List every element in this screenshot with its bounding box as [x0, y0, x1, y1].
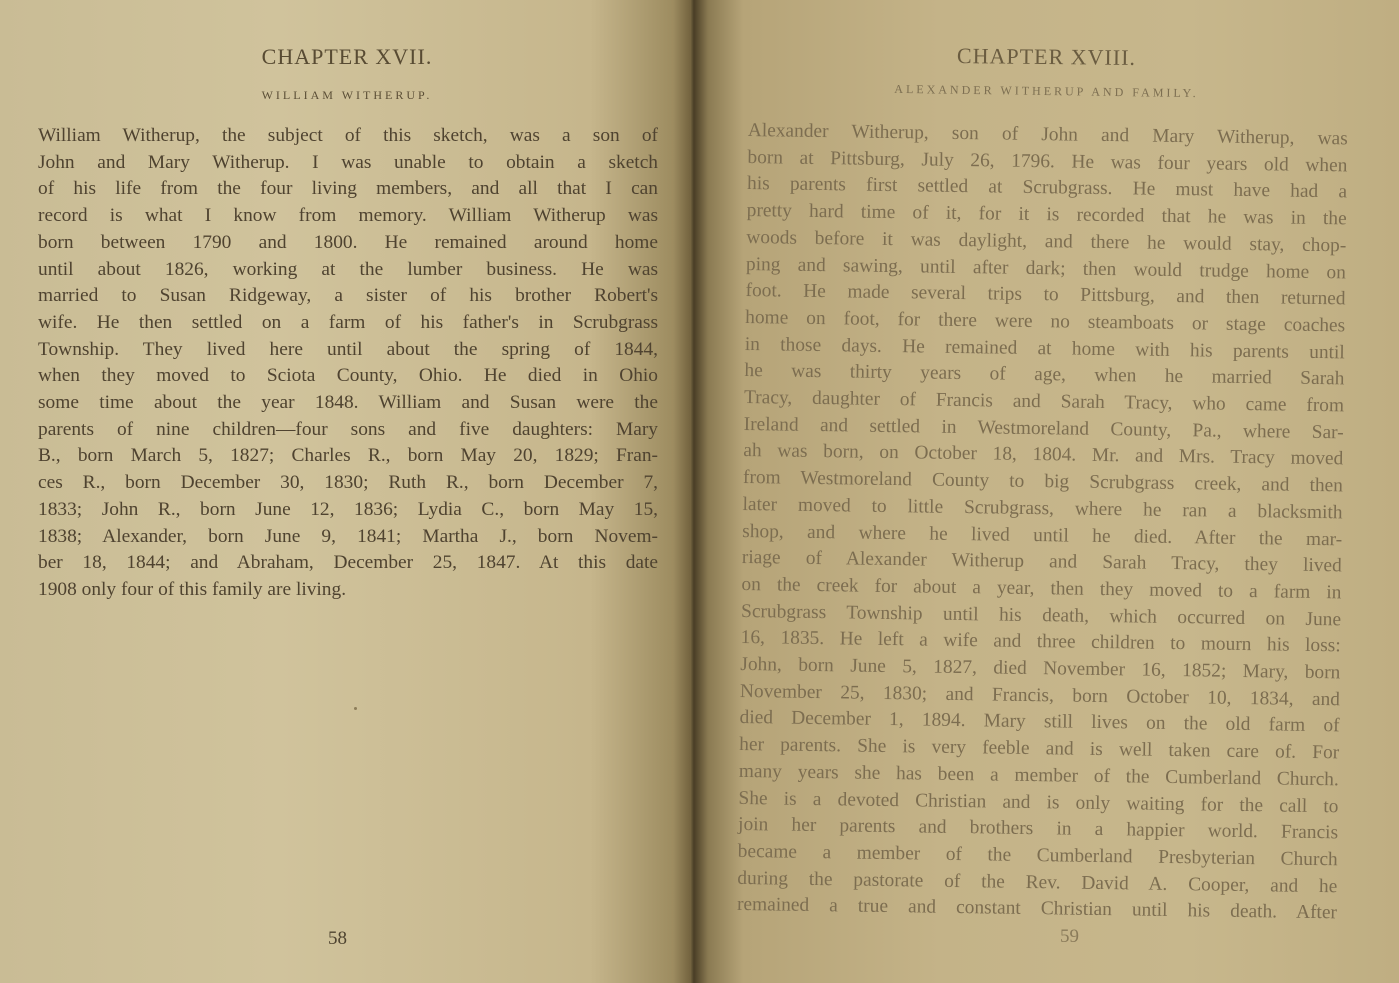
- text-line: remained a true and constant Christian until his death. After: [736, 894, 1338, 924]
- text-line: 1838; Alexander, born June 9, 1841; Martha J., born Novem-: [38, 525, 658, 547]
- text-line: later moved to little Scrubgrass, where he ran a blacksmith: [742, 493, 1343, 524]
- text-line: in those days. He remained at home with his parents until: [744, 333, 1345, 363]
- chapter-body: [38, 123, 658, 604]
- text-line: ber 18, 1844; and Abraham, December 25, 1847. At this date: [38, 552, 658, 574]
- text-line: 16, 1835. He left a wife and three children to mourn his loss:: [740, 627, 1341, 657]
- chapter-heading: CHAPTER XVIII.: [956, 43, 1137, 70]
- text-line: wife. He then settled on a farm of his father's in Scrubgrass: [38, 311, 658, 333]
- text-line: parents of nine children—four sons and five daughters: Mary: [38, 418, 658, 440]
- text-line: Alexander Witherup, son of John and Mary Witherup, was: [747, 119, 1348, 150]
- text-line: John, born June 5, 1827, died November 16, 1852; Mary, born: [740, 654, 1341, 684]
- text-line: shop, and where he lived until he died. After the mar-: [742, 520, 1343, 550]
- text-line: became a member of the Cumberland Presbyterian Church: [737, 840, 1338, 871]
- text-line: record is what I know from memory. William Witherup was: [38, 205, 658, 227]
- chapter-subtitle: WILLIAM WITHERUP.: [261, 88, 433, 102]
- text-line: ah was born, on October 18, 1804. Mr. and Mrs. Tracy moved: [743, 440, 1344, 470]
- text-line: November 25, 1830; and Francis, born October 10, 1834, and: [739, 680, 1341, 711]
- text-line: he was thirty years of age, when he married Sarah: [744, 360, 1345, 390]
- text-line: home on foot, for there were no steamboats or stage coaches: [745, 306, 1346, 337]
- text-line: Scrubgrass Township until his death, which occurred on June: [740, 600, 1342, 630]
- text-line: born at Pittsburg, July 26, 1796. He was four years old when: [747, 146, 1348, 177]
- text-line: during the pastorate of the Rev. David A. Cooper, and he: [737, 867, 1338, 897]
- text-line: join her parents and brothers in a happier world. Francis: [737, 814, 1339, 844]
- text-line: William Witherup, the subject of this sketch, was a son of: [38, 125, 658, 146]
- paper-speck: [354, 707, 357, 710]
- text-line: woods before it was daylight, and there he would stay, chop-: [746, 226, 1347, 257]
- text-line: on the creek for about a year, then they moved to a farm in: [741, 573, 1342, 604]
- text-line: his parents first settled at Scrubgrass. He must have had a: [746, 173, 1348, 203]
- text-line: John and Mary Witherup. I was unable to obtain a sketch: [38, 151, 658, 173]
- text-line: She is a devoted Christian and is only waiting for the call to: [738, 787, 1339, 817]
- text-line: from Westmoreland County to big Scrubgrass creek, and then: [742, 467, 1344, 497]
- text-line: died December 1, 1894. Mary still lives on the old farm of: [739, 707, 1340, 737]
- page-number: 58: [328, 928, 347, 949]
- text-line: her parents. She is very feeble and is well taken care of. For: [739, 734, 1340, 764]
- text-line: when they moved to Sciota County, Ohio. He died in Ohio: [38, 365, 658, 387]
- chapter-body: [737, 118, 1348, 927]
- text-line: pretty hard time of it, for it is recorded that he was in the: [746, 200, 1347, 230]
- text-line: ping and sawing, until after dark; then would trudge home on: [745, 253, 1347, 283]
- text-line: married to Susan Ridgeway, a sister of his brother Robert's: [38, 285, 658, 307]
- chapter-subtitle: ALEXANDER WITHERUP AND FAMILY.: [894, 81, 1199, 101]
- text-line: ces R., born December 30, 1830; Ruth R., born December 7,: [38, 472, 658, 494]
- text-line: B., born March 5, 1827; Charles R., born May 20, 1829; Fran-: [38, 445, 658, 467]
- text-line: riage of Alexander Witherup and Sarah Tracy, they lived: [741, 547, 1342, 577]
- text-line: until about 1826, working at the lumber business. He was: [38, 258, 658, 280]
- text-line: Township. They lived here until about the spring of 1844,: [38, 338, 658, 360]
- text-line: Tracy, daughter of Francis and Sarah Tracy, who came from: [743, 387, 1345, 417]
- text-line: foot. He made several trips to Pittsburg, and then returned: [745, 280, 1346, 310]
- text-line: 1908 only four of this family are living.: [38, 578, 347, 600]
- text-line: born between 1790 and 1800. He remained around home: [38, 231, 658, 253]
- right-page: [694, 0, 1399, 983]
- page-number: 59: [1060, 926, 1079, 947]
- text-line: some time about the year 1848. William and Susan were the: [38, 392, 658, 414]
- text-line: 1833; John R., born June 12, 1836; Lydia C., born May 15,: [38, 498, 658, 520]
- left-page: [0, 0, 694, 983]
- text-line: Ireland and settled in Westmoreland County, Pa., where Sar-: [743, 413, 1344, 444]
- text-line: of his life from the four living members, and all that I can: [38, 178, 658, 200]
- text-line: many years she has been a member of the Cumberland Church.: [738, 760, 1339, 791]
- chapter-heading: CHAPTER XVII.: [261, 44, 433, 69]
